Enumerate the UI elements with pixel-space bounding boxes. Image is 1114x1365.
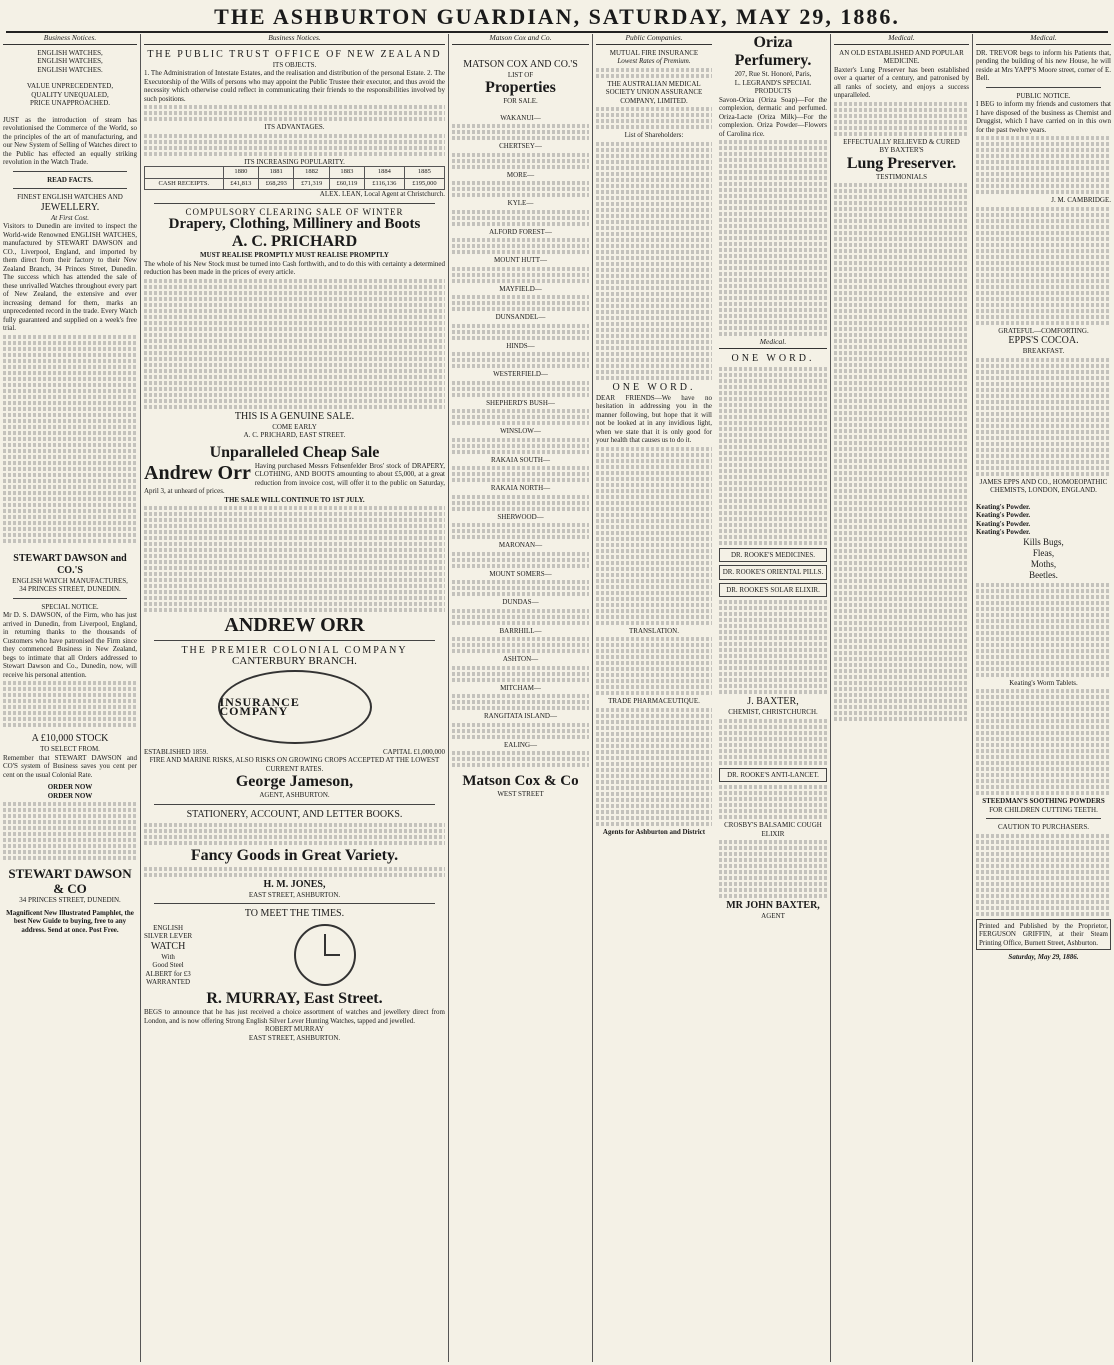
text-line [452,592,589,596]
column-heading: Business Notices. [3,34,137,45]
ad-subheading: CHEMIST, CHRISTCHURCH. [728,708,818,716]
text-line [452,637,589,641]
emblem-label: INSURANCE COMPANY [219,695,300,718]
keating-line: Keating's Powder. [976,528,1031,536]
text-line [452,649,589,653]
property-section-heading: MAYFIELD— [499,284,542,293]
ad-heading: MATSON COX AND CO.'S [463,58,578,70]
property-section-heading: ALFORD FOREST— [489,227,552,236]
property-section-heading: EALING— [503,740,538,749]
text-line [452,301,589,305]
property-section-heading: WAKANUI— [500,113,541,122]
ad-heading: A £10,000 STOCK [31,733,109,744]
ad-heading: THE PREMIER COLONIAL COMPANY [181,645,408,656]
text-line [452,729,589,733]
text-line [452,438,589,442]
text-line [452,358,589,362]
text-line [452,552,589,556]
text-line [452,352,589,356]
text-line [452,643,589,647]
kills-line: Fleas, [1032,547,1055,558]
ad-detail: CAPITAL £1,000,000 [383,747,445,756]
ad-banner: Properties [485,79,556,96]
ad-banner: A. C. PRICHARD [231,233,358,250]
ad-body: Magnificent New Illustrated Pamphlet, the best New Guide to buying, free to any address. Send at once. Post Free. [6,908,134,934]
ad-subheading: FOR CHILDREN CUTTING TEETH. [989,805,1098,814]
text-line [452,507,589,511]
ad-heading: STEEDMAN'S SOOTHING POWDERS [982,797,1105,805]
ad-heading: J. BAXTER, [747,696,799,707]
watch-line: Good Steel [152,961,184,969]
issue-date: Saturday, May 29, 1886. [1008,953,1079,961]
text-line [452,621,589,625]
ad-heading: MUTUAL FIRE INSURANCE [609,48,699,57]
ad-row [144,748,445,757]
text-line [452,250,589,254]
text-line [452,409,589,413]
ad-heading: ORDER NOW [47,783,93,791]
ad-body: I BEG to inform my friends and customers that I have disposed of the business as Chemist and Druggist, which I have carried on in this own for the past twelve years. [976,100,1111,134]
text-line [452,678,589,682]
ad-heading: DR. ROOKE'S ANTI-LANCET. [719,768,827,783]
watch-line: ENGLISH [153,923,184,932]
text-line [452,580,589,584]
text-line [452,216,589,220]
property-section-heading: BARRHILL— [499,626,542,635]
ad-heading: H. M. JONES, [263,878,326,890]
property-section-heading: MITCHAM— [500,683,541,692]
ad-footer: Agents for Ashburton and District [602,827,706,836]
ad-subheading: FOR SALE. [503,97,538,105]
ad-banner: Oriza Perfumery. [734,34,812,69]
text-line [452,336,589,340]
ad-signature: ROBERT MURRAY [265,1025,324,1033]
text-line [452,244,589,248]
column-heading: Matson Cox and Co. [452,34,589,45]
ad-heading: EPPS'S COCOA. [1008,335,1079,346]
property-section-heading: RAKAIA NORTH— [490,484,551,492]
ad-address: 207, Rue St. Honoré, Paris, [734,70,812,78]
property-section-heading: SHEPHERD'S BUSH— [486,398,555,407]
ad-heading: THE PUBLIC TRUST OFFICE OF NEW ZEALAND [147,48,442,60]
property-section-heading: WESTERFIELD— [493,370,548,378]
text-line [452,558,589,562]
text-line [452,181,589,185]
text-line [452,421,589,425]
text-line [452,193,589,197]
ad-subheading: BREAKFAST. [1022,347,1065,355]
text-line [452,415,589,419]
ad-subheading: EFFECTUALLY RELIEVED & CURED [843,137,960,146]
ad-body: 1. The Administration of Intestate Estates, and the realisation and distribution of the personal Estate. 2. The Executorship of the Wills of persons who may appoint the Public Trustee their executor, and thus avoid the necessity which otherwise could reflect in communicating their friends to the responsibilities involved by such positions. [144,69,445,103]
text-line [452,210,589,214]
ad-subheading: THE SALE WILL CONTINUE TO 1ST JULY. [224,495,365,504]
ad-address: 34 PRINCES STREET, DUNEDIN. [19,585,121,593]
text-line [452,364,589,368]
column-heading: Medical. [976,34,1111,45]
ad-body: Mr D. S. DAWSON, of the Firm, who has just arrived in Dunedin, from Liverpool, England, in returning thanks to the thousands of Customers who have patronised the Firm since they commenced Business in New Zealand, begs to intimate that all Orders addressed to Stewart Dawson and Co., Dunedin, now, will receive his personal attention. [3,611,137,679]
kills-line: Moths, [1030,558,1057,569]
text-line [452,450,589,454]
property-section-heading: HINDS— [506,341,535,350]
ad-heading: Keating's Worm Tablets. [1009,678,1078,687]
property-section-heading: CHERTSEY— [499,142,542,150]
ad-subheading: LIST OF [507,70,534,79]
ad-banner: Lung Preserver. [846,154,957,172]
text-line [452,330,589,334]
ad-heading: MR JOHN BAXTER, [726,900,820,911]
property-sections [452,114,589,768]
text-line [452,751,589,755]
ad-subheading: List of Shareholders: [624,131,684,139]
ad-heading: AN OLD ESTABLISHED AND POPULAR MEDICINE. [839,48,964,65]
ad-heading: ONE WORD. [731,352,815,364]
property-section-heading: DUNSANDEL— [495,313,546,321]
ad-banner: Drapery, Clothing, Millinery and Boots [168,216,421,232]
ad-body: DEAR FRIENDS—We have no hesitation in addressing you in the manner following, but hope that it will not be looked at in any invidious light, when we state that it is only good for your health that causes us to do it. [596,393,712,444]
ad-heading: TO MEET THE TIMES. [244,908,345,919]
ad-line: ENGLISH WATCHES, [37,48,103,57]
ad-heading: CANTERBURY BRANCH. [232,655,357,667]
ad-banner: R. MURRAY, East Street. [206,990,383,1007]
text-line [452,615,589,619]
ad-subheading: ENGLISH WATCH MANUFACTURES, [12,576,128,585]
ad-subheading: COME EARLY [272,422,317,431]
text-line [452,273,589,277]
ad-line: ENGLISH WATCHES, [37,57,103,65]
property-section-heading: WINSLOW— [500,427,541,435]
ad-subheading: BY BAXTER'S [879,146,924,154]
ad-subheading: Lowest Rates of Premium. [617,57,691,65]
ad-banner: Fancy Goods in Great Variety. [190,846,399,864]
property-section-heading: KYLE— [507,199,534,207]
text-line [452,387,589,391]
watch-line: WATCH [150,940,186,952]
watch-line: SILVER LEVER [144,932,193,940]
ad-subheading: ITS ADVANTAGES. [264,123,325,131]
ad-subheading: AGENT, ASHBURTON. [259,791,330,799]
keating-line: Keating's Powder. [976,511,1031,519]
pocket-watch-icon [294,924,356,986]
text-line [452,666,589,670]
ad-banner: Andrew Orr [144,461,251,484]
ad-heading: DR. ROOKE'S MEDICINES. [719,548,827,563]
property-section-heading: ASHTON— [502,655,539,663]
column-heading: Medical. [719,338,827,349]
ad-heading: TRANSLATION. [629,626,679,635]
property-section-heading: MOUNT HUTT— [494,256,547,264]
ad-address: JAMES EPPS AND CO., HOMOEOPATHIC CHEMISTS, LONDON, ENGLAND. [979,477,1108,494]
text-line [452,735,589,739]
text-line [452,478,589,482]
text-line [452,124,589,128]
property-section-heading: MORE— [506,170,535,179]
ad-detail: ESTABLISHED 1859. [144,747,208,756]
ad-heading: GRATEFUL—COMFORTING. [998,326,1089,335]
watch-ad [144,920,445,990]
property-section-heading: SHERWOOD— [497,512,544,521]
text-line [452,238,589,242]
ad-heading: PUBLIC NOTICE. [1016,91,1071,100]
ad-body: FIRE AND MARINE RISKS, ALSO RISKS ON GROWING CROPS ACCEPTED AT THE LOWEST CURRENT RATES. [149,756,440,773]
text-line [452,723,589,727]
text-line [452,153,589,157]
text-line [452,472,589,476]
ad-banner: Matson Cox & Co [462,773,579,789]
ad-body: Savon-Oriza (Oriza Soap)—For the complexion, dermatic and perfumed. Oriza-Lacte (Oriza Milk)—For the complexion. Oriza Powder—Flowers of Carolina rice. [719,95,827,138]
column-heading: Medical. [834,34,969,45]
ad-line: VALUE UNPRECEDENTED, [26,82,114,90]
ad-subheading: MUST REALISE PROMPTLY MUST REALISE PROMPTLY [200,251,389,259]
column-companies [593,34,715,1362]
ad-signature: J. M. CAMBRIDGE. [1051,196,1111,204]
text-line [452,307,589,311]
ad-heading: READ FACTS. [47,175,93,184]
ad-heading: ORDER NOW [47,791,93,800]
text-line [452,763,589,767]
ad-subheading: CAUTION TO PURCHASERS. [998,823,1089,831]
kills-line: Beetles. [1029,569,1058,580]
ad-heading: STATIONERY, ACCOUNT, AND LETTER BOOKS. [186,808,403,820]
ad-subheading: AGENT [761,912,785,920]
column-heading: Public Companies. [596,34,712,45]
ad-body: Baxter's Lung Preserver has been established over a quarter of a century, and patronised by all ranks of society, and enjoys a success unparalleled. [834,65,969,99]
property-section-heading: DUNDAS— [502,598,539,606]
ad-banner: Unparalleled Cheap Sale [209,443,380,461]
text-line [452,393,589,397]
text-line [452,159,589,163]
ad-heading: THE AUSTRALIAN MEDICAL SOCIETY UNION ASSURANCE COMPANY, LIMITED. [605,79,703,105]
text-line [452,136,589,140]
receipts-table: 1880 1881 1882 1883 1884 1885 CASH RECEIPTS. £41,813 £68,293 £71,319 £60,119 £116,136 £195,000 [144,166,445,190]
keating-line: Keating's Powder. [976,519,1031,528]
keating-line: Keating's Powder. [976,502,1031,511]
ad-subheading: At First Cost. [51,213,89,222]
ad-subheading: ITS OBJECTS. [272,60,317,69]
text-line [452,381,589,385]
ad-body: The whole of his New Stock must be turned into Cash forthwith, and to do this with certainty a determined reduction has been made in the prices of every article. [144,259,445,276]
watch-line: With [161,952,175,961]
watch-line: ALBERT for £3 [145,969,191,978]
ad-heading: DR. ROOKE'S SOLAR ELIXIR. [719,583,827,598]
printer-imprint: Printed and Published by the Proprietor, FERGUSON GRIFFIN, at their Steam Printing Office, Burnett Street, Ashburton. [976,919,1111,951]
ad-heading: CROSBY'S BALSAMIC COUGH ELIXIR [724,821,822,838]
text-line [452,501,589,505]
ad-subheading: ITS INCREASING POPULARITY. [244,157,345,166]
ad-heading: THIS IS A GENUINE SALE. [234,410,355,422]
ad-body: Remember that STEWART DAWSON and CO'S system of Business saves you cent per cent on the usual Colonial Rate. [3,753,137,779]
ad-heading: ONE WORD. [612,381,696,393]
text-line [452,700,589,704]
text-line [452,523,589,527]
text-line [452,564,589,568]
column-oriza [716,34,830,1362]
text-line [452,324,589,328]
ad-subheading: L. LEGRAND'S SPECIAL PRODUCTS [734,78,812,95]
text-line [452,757,589,761]
ad-heading: FINEST ENGLISH WATCHES AND [17,193,123,201]
text-line [452,694,589,698]
column-lung-preserver [831,34,972,1362]
text-line [452,535,589,539]
text-line [452,672,589,676]
text-line [452,222,589,226]
watch-line: WARRANTED [146,978,191,986]
text-line [452,165,589,169]
column-business [141,34,448,1362]
property-section-heading: RANGITATA ISLAND— [484,712,557,720]
text-line [452,706,589,710]
ad-body: Having purchased Messrs Fehsenfelder Bros' stock of DRAPERY, CLOTHING, AND BOOTS amounting to about £5,000, at a great reduction from invoice cost, will offer it to the public on Saturday, April 3, at unheard of prices. [144,461,445,495]
text-line [452,444,589,448]
ad-heading: TRADE PHARMACEUTIQUE. [608,697,700,705]
property-section-heading: RAKAIA SOUTH— [491,455,550,464]
ad-heading: SPECIAL NOTICE. [41,602,99,611]
text-line [452,267,589,271]
masthead-title: THE ASHBURTON GUARDIAN, SATURDAY, MAY 29, 1886. [214,4,900,29]
ad-address: EAST STREET, ASHBURTON. [248,890,341,899]
masthead-rule [6,31,1108,33]
ad-banner: ANDREW ORR [224,614,365,636]
ad-intro: JUST as the introduction of steam has revolutionised the Commerce of the World, so the principles of the art of manufacturing, and our New System of Selling of Watches direct to the Public has effected an equally striking revolution in the Watch Trade. [3,115,137,166]
text-line [452,130,589,134]
text-line [452,609,589,613]
ad-subheading: TO SELECT FROM. [40,745,100,753]
text-line [452,187,589,191]
ad-heading: DR. ROOKE'S ORIENTAL PILLS. [719,565,827,580]
ad-line: ENGLISH WATCHES. [37,65,103,74]
ad-banner: STEWART DAWSON & CO [8,866,132,896]
ad-body: Visitors to Dunedin are invited to inspect the World-wide Renowned ENGLISH WATCHES, manufactured by STEWART DAWSON and CO., Liverpool, England, and imported by them direct from their factory to their New Zealand Branch, 34 Princes Street, Dunedin. The success which has attended the sale of these unrivalled Watches throughout every part of New Zealand, the extensive and ever increasing demand for them, marks an unprecedented record in the trade. Every Watch fully guaranteed and supplied on a week's free trial. [3,222,137,332]
text-line [452,586,589,590]
kills-line: Kills Bugs, [1023,536,1064,547]
text-line [452,295,589,299]
ad-signature: ALEX. LEAN, Local Agent at Christchurch. [319,190,445,198]
ad-address: 34 PRINCES STREET, DUNEDIN. [19,896,121,904]
column-medical [973,34,1114,1362]
ad-banner: George Jameson, [235,773,354,790]
ad-subheading: TESTIMONIALS [876,172,927,181]
property-section-heading: MARONAN— [498,541,543,549]
ad-heading: STEWART DAWSON and CO.'S [13,552,127,576]
ad-heading: COMPULSORY CLEARING SALE OF WINTER [185,206,404,217]
ad-address: WEST STREET [497,790,544,798]
insurance-emblem [218,670,372,744]
ad-line: QUALITY UNEQUALED, [31,90,109,99]
ad-heading: JEWELLERY. [40,201,100,213]
ad-body: DR. TREVOR begs to inform his Patients that, pending the building of his new House, he will reside at Mrs YAPP'S Moore street, corner of E. Bell. [976,48,1111,82]
column-watches [0,34,140,1362]
column-properties [449,34,592,1362]
ad-address: A. C. PRICHARD, EAST STREET. [243,431,346,439]
ad-address: EAST STREET, ASHBURTON. [248,1033,341,1042]
watch-copy [144,924,192,987]
column-heading: Business Notices. [144,34,445,45]
text-line [452,495,589,499]
text-line [452,466,589,470]
property-section-heading: MOUNT SOMERS— [489,569,552,578]
ad-body: BEGS to announce that he has just received a choice assortment of watches and jewellery direct from London, and is now offering Strong English Silver Lever Hunting Watches, tapped and jewelled. [144,1008,445,1025]
text-line [452,279,589,283]
text-line [452,529,589,533]
ad-line: PRICE UNAPPROACHED. [29,99,111,107]
